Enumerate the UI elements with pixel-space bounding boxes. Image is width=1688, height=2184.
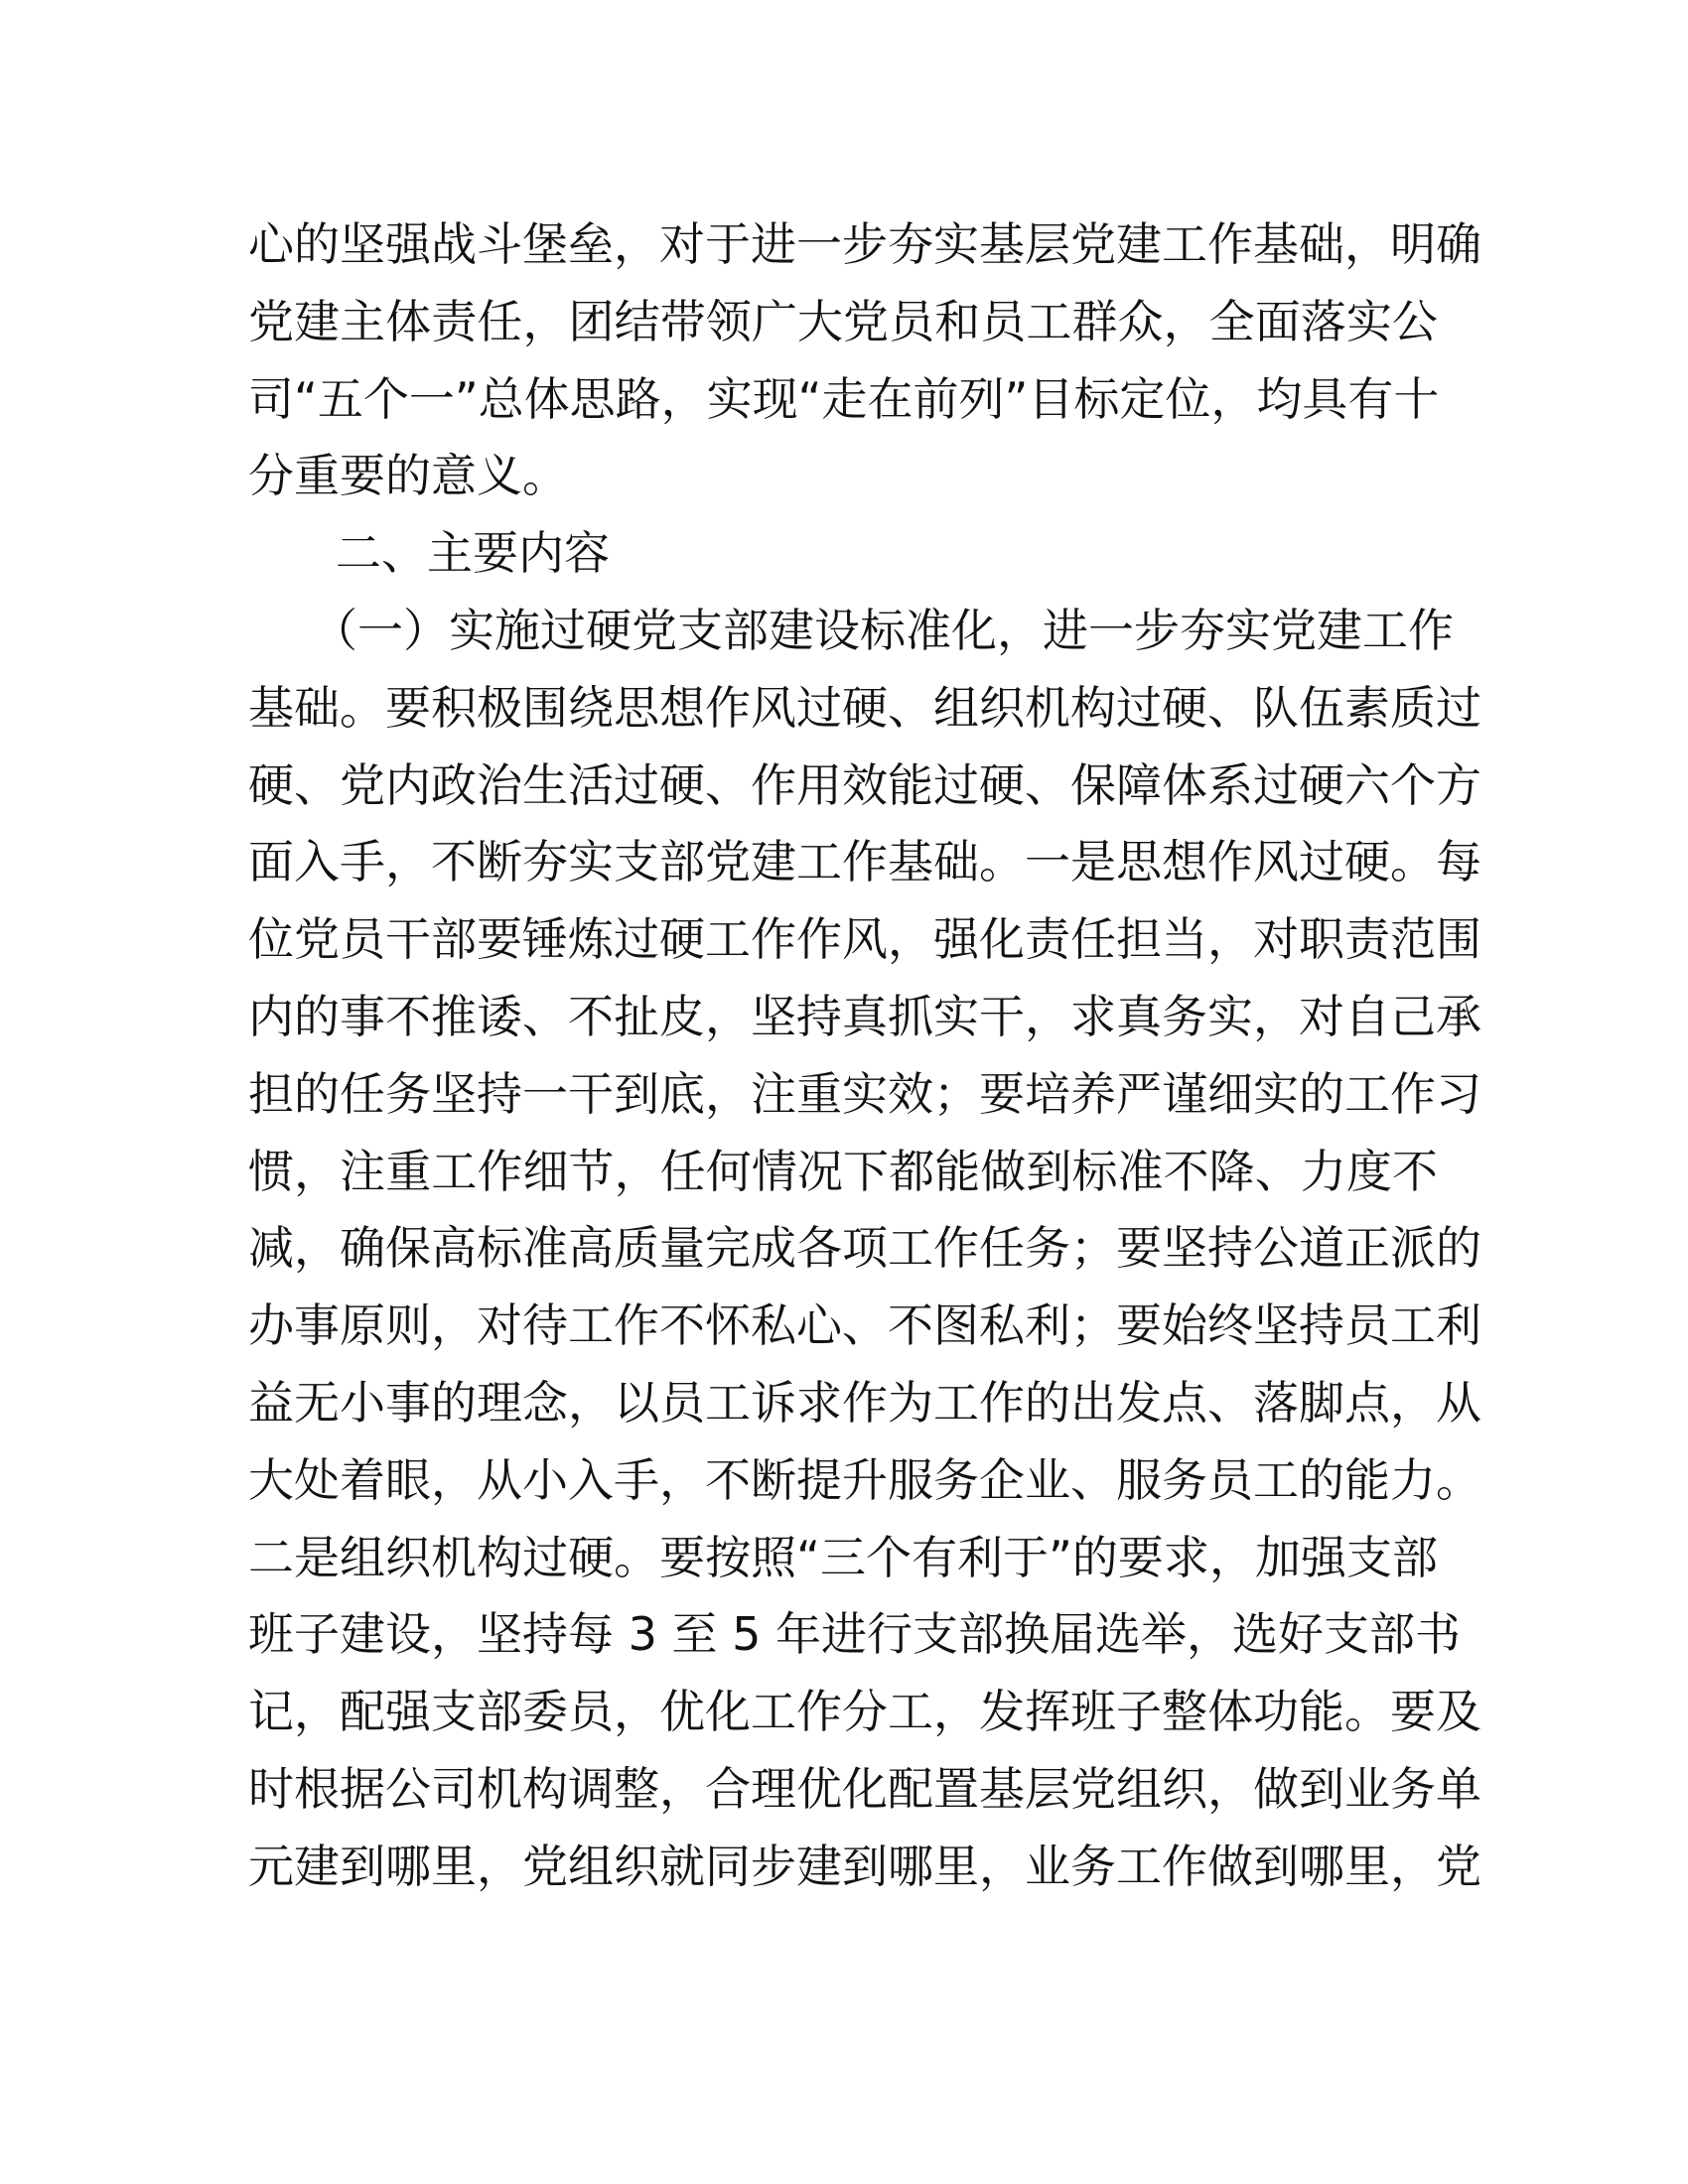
text-line: 硬、党内政治生活过硬、作用效能过硬、保障体系过硬六个方 <box>248 757 1481 812</box>
paragraph-standardization <box>248 593 1481 1906</box>
text-line: 心的坚强战斗堡垒，对于进一步夯实基层党建工作基础，明确 <box>248 217 1481 271</box>
paragraph-significance <box>248 206 1481 515</box>
text-line: 分重要的意义。 <box>248 449 568 503</box>
document-body <box>248 206 1481 1906</box>
text-line: 记，配强支部委员，优化工作分工，发挥班子整体功能。要及 <box>248 1685 1481 1739</box>
text-line: 元建到哪里，党组织就同步建到哪里，业务工作做到哪里，党 <box>248 1839 1481 1893</box>
text-line: 办事原则，对待工作不怀私心、不图私利；要始终坚持员工利 <box>248 1298 1481 1353</box>
text-line: 惯，注重工作细节，任何情况下都能做到标准不降、力度不 <box>248 1144 1438 1198</box>
text-line: 班子建设，坚持每 3 至 5 年进行支部换届选举，选好支部书 <box>248 1607 1462 1662</box>
text-line: 减，确保高标准高质量完成各项工作任务；要坚持公道正派的 <box>248 1221 1481 1276</box>
text-line: 位党员干部要锤炼过硬工作作风，强化责任担当，对职责范围 <box>248 912 1481 967</box>
text-line: 担的任务坚持一干到底，注重实效；要培养严谨细实的工作习 <box>248 1066 1481 1121</box>
text-line: 司“五个一”总体思路，实现“走在前列”目标定位，均具有十 <box>248 371 1440 426</box>
subheading-line: （一）实施过硬党支部建设标准化，进一步夯实党建工作 <box>312 603 1454 657</box>
text-line: 内的事不推诿、不扯皮，坚持真抓实干，求真务实，对自己承 <box>248 989 1481 1043</box>
text-line: 二是组织机构过硬。要按照“三个有利于”的要求，加强支部 <box>248 1530 1438 1584</box>
heading-main-content: 二、主要内容 <box>336 526 610 581</box>
section-heading <box>248 515 1438 593</box>
text-line: 时根据公司机构调整，合理优化配置基层党组织，做到业务单 <box>248 1761 1481 1816</box>
text-line: 基础。要积极围绕思想作风过硬、组织机构过硬、队伍素质过 <box>248 680 1481 735</box>
text-line: 大处着眼，从小入手，不断提升服务企业、服务员工的能力。 <box>248 1452 1481 1507</box>
text-line: 党建主体责任，团结带领广大党员和员工群众，全面落实公 <box>248 294 1438 348</box>
text-line: 面入手，不断夯实支部党建工作基础。一是思想作风过硬。每 <box>248 835 1481 889</box>
text-line: 益无小事的理念，以员工诉求作为工作的出发点、落脚点，从 <box>248 1375 1481 1430</box>
